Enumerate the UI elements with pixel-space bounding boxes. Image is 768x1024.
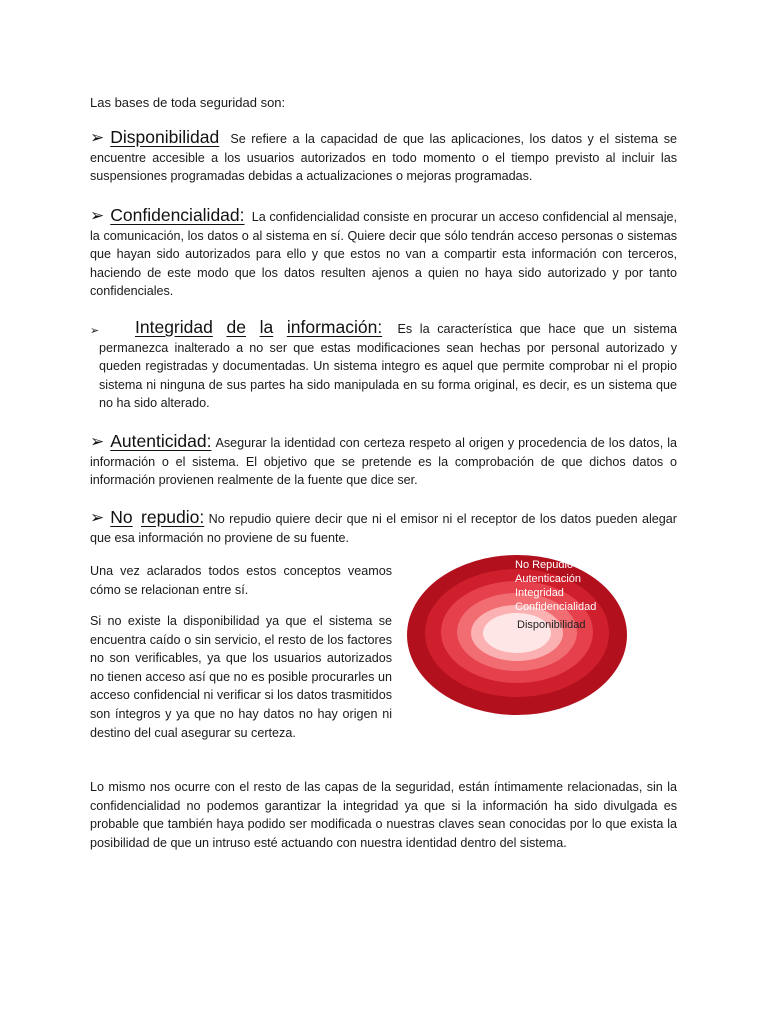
arrow-bullet-icon: ➢ <box>90 508 105 527</box>
heading-disponibilidad: Disponibilidad <box>110 127 220 147</box>
text-confidencialidad: La confidencialidad consiste en procurar un acceso confidencial al mensaje, la comunicación, los datos o al sistema en sí. Quiere decir que sólo tendrán acceso personas o sistemas que hayan sido autorizados para ello y que estos no van a compartir esta información con terceros, haciendo de este modo que los datos resulten ajenos a quien no haya sido autorizado y por tanto confidenciales. <box>90 210 678 299</box>
label-no-repudio: No Repudio <box>515 559 574 571</box>
heading-confidencialidad: Confidencialidad: <box>110 205 245 225</box>
heading-no-repudio-1: No <box>110 507 133 527</box>
section-no-repudio <box>90 508 677 547</box>
heading-integridad-3: la <box>259 317 274 337</box>
arrow-bullet-icon: ➢ <box>90 432 105 451</box>
section-integridad <box>90 318 677 413</box>
text-disponibilidad: Se refiere a la capacidad de que las aplicaciones, los datos y el sistema se encuentre accesible a los usuarios autorizados en todo momento o el tiempo previsto al incluir las suspensiones programadas debidas a actualizaciones o mejoras programadas. <box>90 132 677 184</box>
text-no-repudio: No repudio quiere decir que ni el emisor ni el receptor de los datos pueden alegar que esa información no proviene de su fuente. <box>90 512 678 545</box>
section-autenticidad <box>90 432 677 490</box>
paragraph-relacion: Una vez aclarados todos estos conceptos veamos cómo se relacionan entre sí. <box>90 564 392 597</box>
label-confidencialidad: Confidencialidad <box>515 601 597 613</box>
heading-integridad-4: información: <box>286 317 383 337</box>
heading-integridad-2: de <box>226 317 246 337</box>
paragraph-disponibilidad: Si no existe la disponibilidad ya que el sistema se encuentra caído o sin servicio, el resto de los factores no son verificables, ya que los usuarios autorizados no tienen acceso así que no es posible procurarles un acceso confidencial ni verificar si los datos trasmitidos son íntegros y ya que no hay datos no hay origen ni destino del cual asegurar su certeza. <box>90 614 392 740</box>
section-confidencialidad <box>90 206 677 301</box>
label-disponibilidad: Disponibilidad <box>517 619 586 631</box>
arrow-bullet-icon: ➢ <box>90 128 105 147</box>
paragraph-final: Lo mismo nos ocurre con el resto de las capas de la seguridad, están íntimamente relacionadas, sin la confidencialidad no podemos garantizar la integridad ya que si la información ha sido divulgada es probable que también haya podido ser modificada o nuestras claves sean conocidas por lo que exista la posibilidad de que un intruso esté actuando con nuestra identidad dentro del sistema. <box>90 780 677 850</box>
section-disponibilidad <box>90 128 677 186</box>
heading-no-repudio-2: repudio: <box>141 507 205 527</box>
intro-text: Las bases de toda seguridad son: <box>90 95 286 110</box>
text-integridad: Es la característica que hace que un sistema permanezca inalterado a no ser que estas modificaciones sean hechas por personal autorizado y queden registradas y documentadas. Un sistema integro es aquel que permite comprobar ni el propio sistema ni ninguna de sus partes ha sido manipulada en su forma original, es decir, es un sistema que no ha sido alterado. <box>99 322 678 411</box>
heading-autenticidad: Autenticidad: <box>110 431 212 451</box>
security-layers-diagram <box>407 555 627 715</box>
heading-integridad-1: Integridad <box>135 317 213 337</box>
arrow-bullet-icon: ➢ <box>90 206 105 225</box>
label-integridad: Integridad <box>515 587 564 599</box>
label-autenticacion: Autenticación <box>515 573 582 585</box>
text-autenticidad: Asegurar la identidad con certeza respeto al origen y procedencia de los datos, la información o el sistema. El objetivo que se pretende es la comprobación de que dichos datos o información provienen realmente de la fuente que dice ser. <box>90 436 677 488</box>
arrow-bullet-icon: ➢ <box>90 325 100 337</box>
